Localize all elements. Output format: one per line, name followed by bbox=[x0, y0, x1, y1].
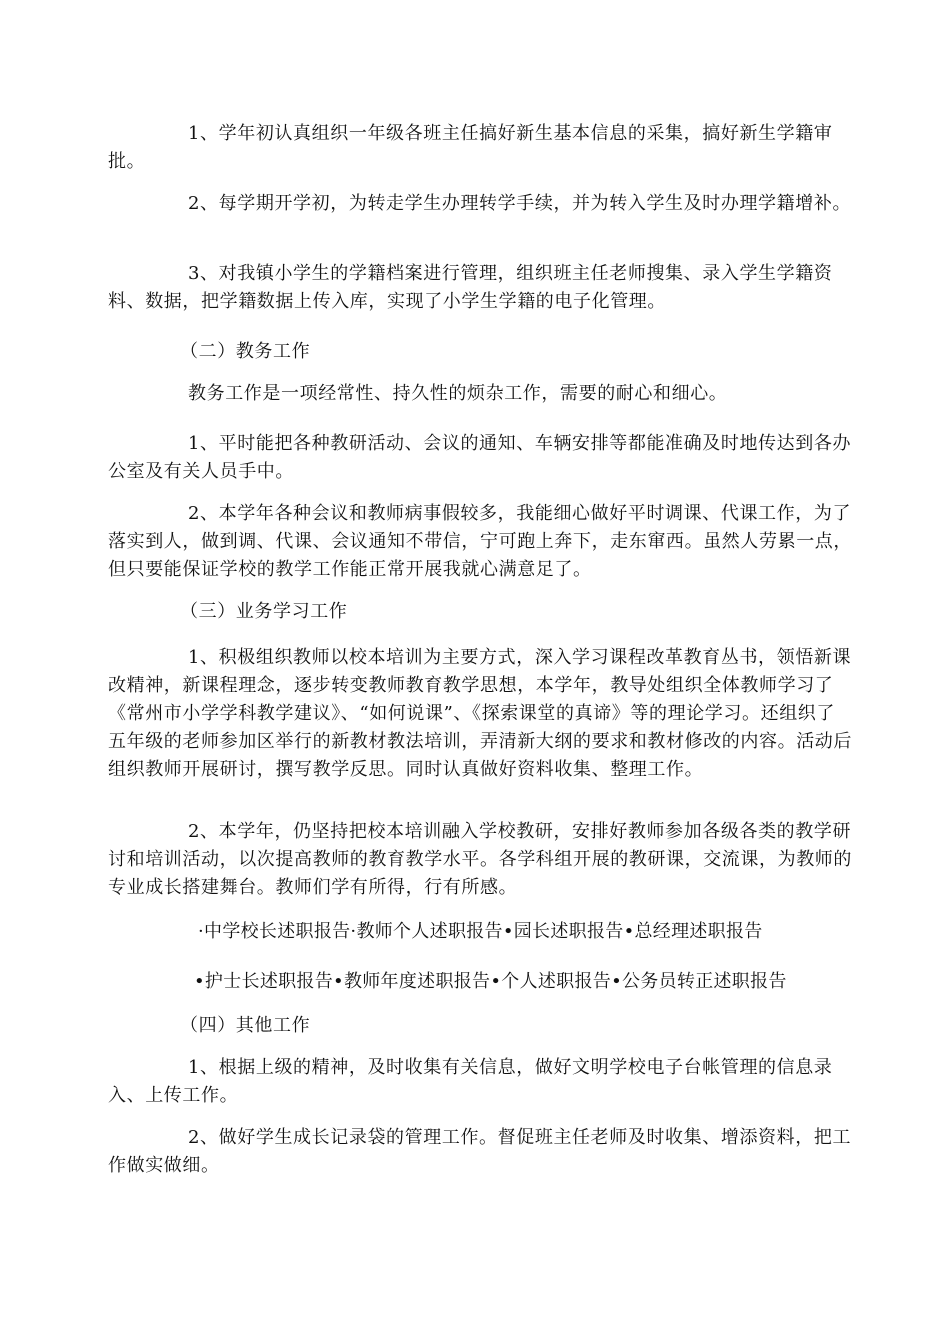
link-kindergarten-report[interactable]: •园长述职报告 bbox=[502, 921, 624, 942]
paragraph-affairs-intro: 教务工作是一项经常性、持久性的烦杂工作，需要的耐心和细心。 bbox=[188, 383, 728, 404]
link-principal-report[interactable]: ·中学校长述职报告 bbox=[198, 921, 351, 942]
heading-professional-study: （三）业务学习工作 bbox=[180, 601, 348, 622]
related-links-row-2 bbox=[194, 968, 787, 996]
link-nurse-report[interactable]: •护士长述职报告 bbox=[194, 971, 334, 992]
heading-academic-affairs: （二）教务工作 bbox=[180, 341, 311, 362]
paragraph-enrollment-info: 1、学年初认真组织一年级各班主任搞好新生基本信息的采集，搞好新生学籍审批。 bbox=[108, 123, 833, 172]
paragraph-research: 2、本学年，仍坚持把校本培训融入学校教研，安排好教师参加各级各类的教学研讨和培训活动，以次提高教师的教育教学水平。各学科组开展的教研课，交流课，为教师的专业成长搭建舞台。教师们学有所得，行有所感。 bbox=[108, 821, 852, 898]
heading-other-work: （四）其他工作 bbox=[180, 1015, 311, 1036]
related-links-row-1 bbox=[198, 918, 763, 946]
link-civil-servant-report[interactable]: •公务员转正述职报告 bbox=[611, 971, 787, 992]
paragraph-training: 1、积极组织教师以校本培训为主要方式，深入学习课程改革教育丛书，领悟新课改精神，新课程理念，逐步转变教师教育教学思想，本学年，教导处组织全体教师学习了《常州市小学学科教学建议》、“如何说课”、《探索课堂的真谛》等的理论学习。还组织了五年级的老师参加区举行的新教材教法培训，弄清新大纲的要求和教材修改的内容。活动后组织教师开展研讨，撰写教学反思。同时认真做好资料收集、整理工作。 bbox=[108, 647, 852, 780]
paragraph-growth-record: 2、做好学生成长记录袋的管理工作。督促班主任老师及时收集、增添资料，把工作做实做细。 bbox=[108, 1127, 852, 1176]
paragraph-transfer: 2、每学期开学初，为转走学生办理转学手续，并为转入学生及时办理学籍增补。 bbox=[188, 193, 852, 214]
link-manager-report[interactable]: •总经理述职报告 bbox=[623, 921, 763, 942]
link-personal-report[interactable]: •个人述职报告 bbox=[490, 971, 612, 992]
paragraph-archive: 3、对我镇小学生的学籍档案进行管理，组织班主任老师搜集、录入学生学籍资料、数据，把学籍数据上传入库，实现了小学生学籍的电子化管理。 bbox=[108, 263, 833, 312]
paragraph-substitution: 2、本学年各种会议和教师病事假较多，我能细心做好平时调课、代课工作，为了落实到人，做到调、代课、会议通知不带信，宁可跑上奔下，走东窜西。虽然人劳累一点，但只要能保证学校的教学工作能正常开展我就心满意足了。 bbox=[108, 503, 852, 580]
paragraph-civilized-school: 1、根据上级的精神，及时收集有关信息，做好文明学校电子台帐管理的信息录入、上传工作。 bbox=[108, 1057, 833, 1106]
paragraph-notifications: 1、平时能把各种教研活动、会议的通知、车辆安排等都能准确及时地传达到各办公室及有关人员手中。 bbox=[108, 433, 852, 482]
link-teacher-report[interactable]: ·教师个人述职报告 bbox=[350, 921, 503, 942]
link-teacher-annual-report[interactable]: •教师年度述职报告 bbox=[333, 971, 491, 992]
